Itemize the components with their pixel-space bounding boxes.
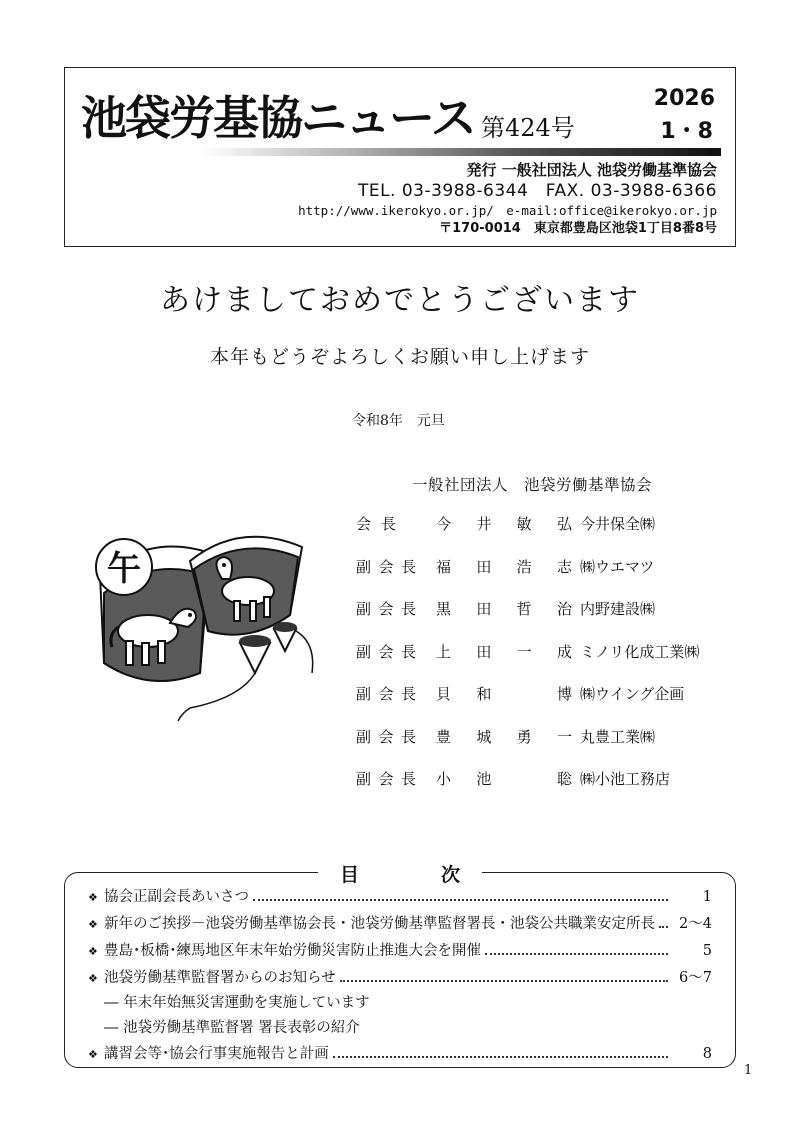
toc-entry[interactable] <box>88 912 712 933</box>
toc-entry-title: 協会正副会長あいさつ <box>104 889 249 905</box>
web-email[interactable]: http://www.ikerokyo.or.jp/ e-mail:office@ikerokyo.or.jp <box>298 203 717 218</box>
diamond-bullet-icon: ❖ <box>88 945 98 958</box>
officer-company: ㈱ウイング企画 <box>580 685 685 703</box>
svg-text:午: 午 <box>107 549 141 589</box>
toc-entry-page: 8 <box>702 1046 712 1062</box>
officer-row <box>356 598 736 641</box>
officer-row <box>356 768 736 811</box>
toc-entry[interactable] <box>88 885 712 906</box>
officer-company: ミノリ化成工業㈱ <box>580 642 700 661</box>
toc-leader-dots <box>340 980 668 982</box>
kanji-badge <box>96 539 152 595</box>
issue-number: 第424号 <box>481 114 575 142</box>
officer-role: 副 会 長 <box>356 642 416 661</box>
officer-company: 丸豊工業㈱ <box>580 727 656 746</box>
toc-title: 目 次 <box>318 861 482 885</box>
newsletter-title: 池袋労基協ニュース <box>81 91 475 145</box>
officer-name: 貝 和 博 <box>436 685 572 703</box>
officer-role: 副 会 長 <box>356 770 416 788</box>
toc-entry-page: 6～7 <box>679 970 712 986</box>
officer-name: 黒 田 哲 治 <box>436 600 572 618</box>
toc-entry-page: 1 <box>702 889 712 905</box>
officer-role: 会 長 <box>356 515 396 533</box>
officer-role: 副 会 長 <box>356 685 416 703</box>
toc-sub-entry: ― 年末年始無災害運動を実施しています <box>104 995 370 1011</box>
new-year-greeting: あけましておめでとうございます <box>160 283 640 318</box>
diamond-bullet-icon: ❖ <box>88 1048 98 1061</box>
toc-entry-title: 新年のご挨拶－池袋労働基準協会長・池袋労働基準監督署長・池袋公共職業安定所長 <box>104 916 655 932</box>
publisher-name: 発行 一般社団法人 池袋労働基準協会 <box>466 161 717 179</box>
officer-name: 小 池 聡 <box>436 770 572 788</box>
page-number: 1 <box>744 1063 753 1078</box>
toc-entry[interactable] <box>88 966 712 987</box>
officer-row <box>356 641 736 684</box>
greeting-subtitle: 本年もどうぞよろしくお願い申し上げます <box>209 346 590 368</box>
officer-list <box>356 513 736 811</box>
toc-entry[interactable] <box>88 939 712 960</box>
officer-name: 豊 城 勇 一 <box>436 727 572 746</box>
publisher-info <box>298 160 717 238</box>
officer-row <box>356 683 736 726</box>
officer-row <box>356 556 736 599</box>
toc-leader-dots <box>485 953 668 955</box>
officer-company: 今井保全㈱ <box>580 515 656 533</box>
toc-entry-page: 5 <box>702 943 712 959</box>
toc-leader-dots <box>253 899 668 901</box>
officer-row <box>356 513 736 556</box>
toc-leader-dots <box>659 926 668 928</box>
diamond-bullet-icon: ❖ <box>88 891 98 904</box>
right-fan <box>190 537 302 635</box>
toc-entry-page: 2～4 <box>679 916 712 932</box>
officer-company: ㈱ウエマツ <box>580 557 655 576</box>
issue-year: 2026 <box>653 86 715 111</box>
officer-role: 副 会 長 <box>356 557 416 576</box>
diamond-bullet-icon: ❖ <box>88 972 98 985</box>
officer-row <box>356 726 736 769</box>
toc-entry-title: 豊島･板橋･練馬地区年末年始労働災害防止推進大会を開催 <box>104 943 481 959</box>
officer-name: 今 井 敏 弘 <box>436 515 572 533</box>
toc-sub-entry: ― 池袋労働基準監督署 署長表彰の紹介 <box>104 1020 360 1036</box>
toc-entry-title: 講習会等･協会行事実施報告と計画 <box>104 1046 329 1062</box>
officer-role: 副 会 長 <box>356 600 416 618</box>
issue-date: 1・8 <box>660 119 713 144</box>
tel-fax: TEL. 03-3988-6344 FAX. 03-3988-6366 <box>357 181 717 201</box>
toc-entry-title: 池袋労働基準監督署からのお知らせ <box>104 970 336 986</box>
diamond-bullet-icon: ❖ <box>88 918 98 931</box>
masthead-gradient-rule <box>201 148 721 156</box>
officer-name: 上 田 一 成 <box>436 642 572 661</box>
organization-name: 一般社団法人 池袋労働基準協会 <box>412 476 653 494</box>
toc-leader-dots <box>333 1056 668 1058</box>
officer-role: 副 会 長 <box>356 727 416 746</box>
toc-entry[interactable] <box>88 1042 712 1063</box>
new-year-horse-fan-icon <box>90 523 330 723</box>
officer-name: 福 田 浩 志 <box>436 557 572 576</box>
officer-company: 内野建設㈱ <box>580 600 656 618</box>
masthead <box>64 67 736 247</box>
postal-address: 〒170-0014 東京都豊島区池袋1丁目8番8号 <box>439 221 717 236</box>
greeting-date: 令和8年 元旦 <box>352 413 445 429</box>
officer-company: ㈱小池工務店 <box>580 770 671 788</box>
